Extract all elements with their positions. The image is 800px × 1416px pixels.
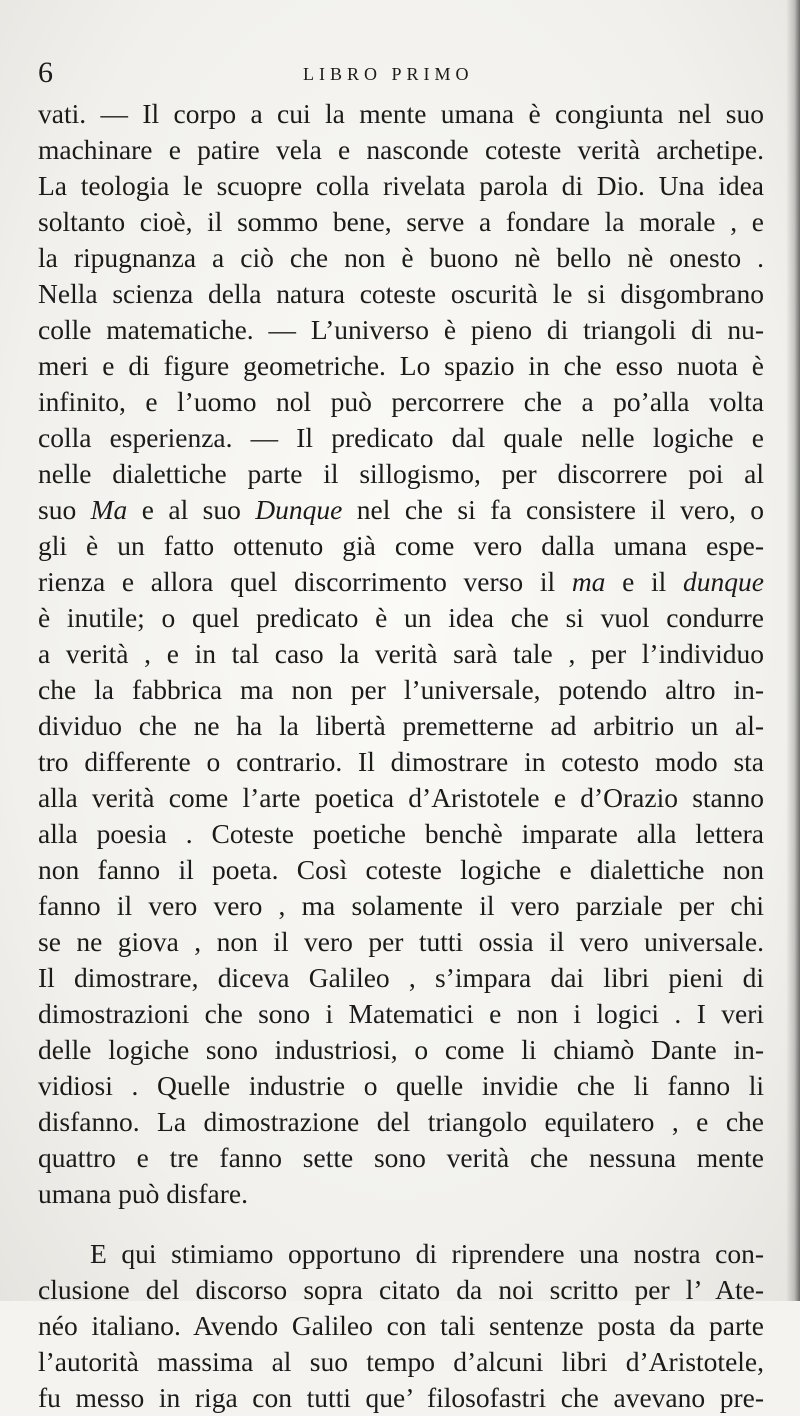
text-line: alla verità come l’arte poetica d’Aristotele e d’Orazio stanno: [38, 782, 764, 813]
paragraph-gap: [38, 1212, 764, 1236]
paragraph-2: [38, 1236, 764, 1416]
text-line: [38, 492, 764, 528]
body-text: [38, 96, 764, 1416]
text-line: Il dimostrare, diceva Galileo , s’impara dai libri pieni di: [38, 962, 764, 993]
text-line: meri e di figure geometriche. Lo spazio in che esso nuota è: [38, 350, 764, 381]
text-line: tro differente o contrario. Il dimostrare in cotesto modo sta: [38, 746, 764, 777]
text-line: l’autorità massima al suo tempo d’alcuni libri d’Aristotele,: [38, 1346, 764, 1377]
text-line: delle logiche sono industriosi, o come li chiamò Dante in-: [38, 1034, 764, 1065]
page-number: 6: [38, 56, 53, 89]
text-line: La teologia le scuopre colla rivelata parola di Dio. Una idea: [38, 170, 764, 201]
page-edge-shadow: [786, 0, 800, 1301]
text-line: a verità , e in tal caso la verità sarà tale , per l’individuo: [38, 638, 764, 669]
paragraph-1: [38, 96, 764, 1212]
text-line: alla poesia . Coteste poetiche benchè imparate alla lettera: [38, 818, 764, 849]
italic-word: Dunque: [255, 494, 343, 525]
text-line: soltanto cioè, il sommo bene, serve a fondare la morale , e: [38, 206, 764, 237]
text-run: rienza e allora quel discorrimento verso il: [38, 566, 572, 597]
italic-word: dunque: [683, 566, 764, 597]
text-line: fanno il vero vero , ma solamente il vero parziale per chi: [38, 890, 764, 921]
text-run: nel che si fa consistere il vero, o: [342, 494, 764, 525]
text-run: suo: [38, 494, 91, 525]
text-line: umana può disfare.: [38, 1178, 248, 1209]
text-line: che la fabbrica ma non per l’universale, potendo altro in-: [38, 674, 764, 705]
text-line: Nella scienza della natura coteste oscurità le si disgombrano: [38, 278, 764, 309]
running-head: LIBRO PRIMO: [303, 64, 474, 84]
text-line: la ripugnanza a ciò che non è buono nè bello nè onesto .: [38, 242, 764, 273]
italic-word: ma: [571, 566, 606, 597]
text-line: clusione del discorso sopra citato da noi scritto per l’ Ate-: [38, 1274, 764, 1305]
text-line: vidiosi . Quelle industrie o quelle invidie che li fanno li: [38, 1070, 764, 1101]
text-line: nelle dialettiche parte il sillogismo, per discorrere poi al: [38, 458, 764, 489]
text-run: e al suo: [127, 494, 256, 525]
text-line: gli è un fatto ottenuto già come vero dalla umana espe-: [38, 530, 764, 561]
text-line: disfanno. La dimostrazione del triangolo equilatero , e che: [38, 1106, 764, 1137]
text-line: E qui stimiamo opportuno di riprendere una nostra con-: [90, 1238, 764, 1269]
text-run: e il: [605, 566, 684, 597]
text-line: machinare e patire vela e nasconde coteste verità archetipe.: [38, 134, 764, 165]
text-line: colla esperienza. — Il predicato dal quale nelle logiche e: [38, 422, 764, 453]
text-line: néo italiano. Avendo Galileo con tali sentenze posta da parte: [38, 1310, 764, 1341]
text-line: fu messo in riga con tutti que’ filosofastri che avevano pre-: [38, 1382, 764, 1413]
text-line: vati. — Il corpo a cui la mente umana è congiunta nel suo: [38, 98, 764, 129]
text-line: colle matematiche. — L’universo è pieno di triangoli di nu-: [38, 314, 764, 345]
text-line: infinito, e l’uomo nol può percorrere che a po’alla volta: [38, 386, 764, 417]
text-line: dimostrazioni che sono i Matematici e non i logici . I veri: [38, 998, 764, 1029]
text-line: non fanno il poeta. Così coteste logiche e dialettiche non: [38, 854, 764, 885]
text-line: dividuo che ne ha la libertà premetterne ad arbitrio un al-: [38, 710, 764, 741]
text-line: quattro e tre fanno sette sono verità che nessuna mente: [38, 1142, 764, 1173]
italic-word: Ma: [90, 494, 128, 525]
page-header: [38, 56, 760, 92]
text-line: [38, 564, 764, 600]
text-line: se ne giova , non il vero per tutti ossia il vero universale.: [38, 926, 764, 957]
text-line: è inutile; o quel predicato è un idea che si vuol condurre: [38, 602, 764, 633]
